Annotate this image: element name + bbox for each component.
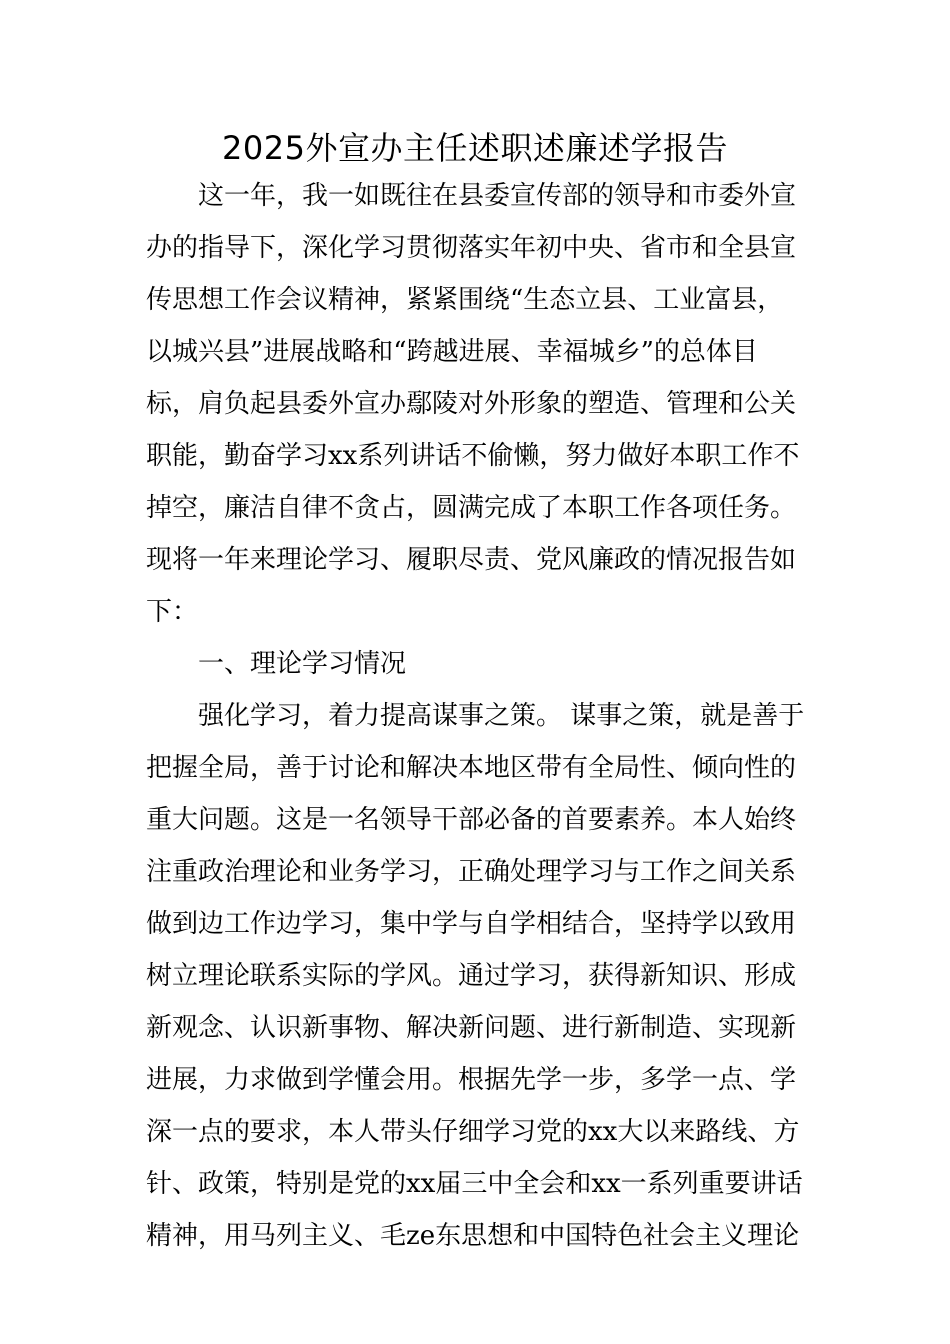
text-line: 针、政策，特别是党的xx届三中全会和xx一系列重要讲话	[146, 1169, 803, 1199]
text-line: 现将一年来理论学习、履职尽责、党风廉政的情况报告如	[146, 545, 797, 575]
section-heading: 一、理论学习情况	[198, 649, 407, 679]
document-title: 2025外宣办主任述职述廉述学报告	[222, 129, 728, 167]
text-line: 新观念、认识新事物、解决新问题、进行新制造、实现新	[146, 1013, 797, 1043]
text-line: 注重政治理论和业务学习，正确处理学习与工作之间关系	[146, 857, 797, 887]
text-line: 传思想工作会议精神，紧紧围绕“生态立县、工业富县，	[146, 285, 784, 315]
text-line: 职能，勤奋学习xx系列讲话不偷懒，努力做好本职工作不	[146, 441, 800, 471]
text-line: 精神，用马列主义、毛ze东思想和中国特色社会主义理论	[146, 1221, 800, 1251]
text-line: 标，肩负起县委外宣办鄢陵对外形象的塑造、管理和公关	[146, 389, 797, 419]
text-line: 下：	[146, 597, 199, 627]
text-line: 以城兴县”进展战略和“跨越进展、幸福城乡”的总体目	[146, 337, 758, 367]
text-line: 重大问题。这是一名领导干部必备的首要素养。本人始终	[146, 805, 797, 835]
text-line: 做到边工作边学习，集中学与自学相结合，坚持学以致用	[146, 909, 797, 939]
text-line: 掉空，廉洁自律不贪占，圆满完成了本职工作各项任务。	[146, 493, 797, 523]
text-line: 深一点的要求，本人带头仔细学习党的xx大以来路线、方	[146, 1117, 800, 1147]
text-line: 这一年，我一如既往在县委宣传部的领导和市委外宣	[198, 181, 797, 211]
text-line: 强化学习，着力提高谋事之策。 谋事之策，就是善于	[198, 701, 805, 731]
text-line: 把握全局，善于讨论和解决本地区带有全局性、倾向性的	[146, 753, 797, 783]
text-line: 树立理论联系实际的学风。通过学习，获得新知识、形成	[146, 961, 797, 991]
text-line: 进展，力求做到学懂会用。根据先学一步，多学一点、学	[146, 1065, 797, 1095]
text-line: 办的指导下，深化学习贯彻落实年初中央、省市和全县宣	[146, 233, 797, 263]
